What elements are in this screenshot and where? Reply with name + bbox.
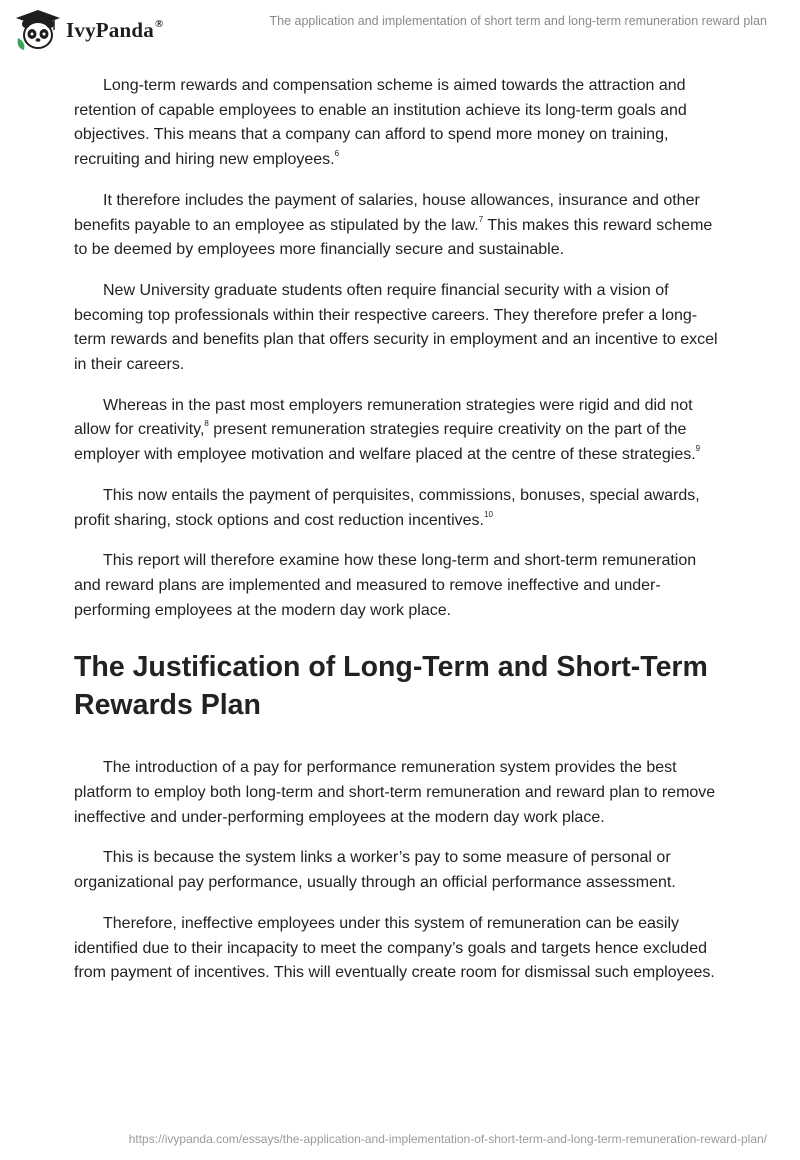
paragraph: This report will therefore examine how these long-term and short-term remuneration and reward plans are implemented and measured to remove ineffective and under-performing employees at the modern day work place. <box>74 552 697 619</box>
footnote-ref[interactable]: 6 <box>334 149 340 159</box>
paragraph: New University graduate students often require financial security with a vision of becoming top professionals within their respective careers. They therefore prefer a long-term rewards and benefits plan that offers security in employment and an incentive to excel in their careers. <box>74 281 718 374</box>
paragraph: It therefore includes the payment of salaries, house allowances, insurance and other benefits payable to an employee as stipulated by the law.$^7$ This makes this reward scheme to be deemed by employees more financially secure and sustainable. <box>74 191 713 259</box>
section-heading: The Justification of Long-Term and Short-Term Rewards Plan <box>74 651 708 722</box>
brand-name: IvyPanda® <box>66 17 164 42</box>
source-url[interactable]: https://ivypanda.com/essays/the-application-and-implementation-of-short-term-and-long-term-remuneration-reward-plan/ <box>128 1132 767 1146</box>
footnote-ref[interactable]: 9 <box>695 444 701 454</box>
paragraph: This now entails the payment of perquisites, commissions, bonuses, special awards, profit sharing, stock options and cost reduction incentives.$^{10}$ <box>74 486 700 529</box>
ivypanda-logo[interactable] <box>14 8 163 52</box>
document-title: The application and implementation of short term and long-term remuneration reward plan <box>269 14 767 28</box>
paragraph: Therefore, ineffective employees under this system of remuneration can be easily identified due to their incapacity to meet the company’s goals and targets hence excluded from payment of incentives. This will eventually create room for dismissal such employees. <box>74 914 715 982</box>
paragraph: Long-term rewards and compensation scheme is aimed towards the attraction and retention of capable employees to enable an institution achieve its long-term goals and objectives. This means that a company can afford to spend more money on training, recruiting and hiring new employees.$^6$ <box>74 77 687 169</box>
panda-graduate-icon <box>14 8 62 52</box>
paragraph: This is because the system links a worker’s pay to some measure of personal or organizational pay performance, usually through an official performance assessment. <box>74 849 676 892</box>
paragraph: The introduction of a pay for performance remuneration system provides the best platform to employ both long-term and short-term remuneration and reward plan to remove ineffective and under-performing employees at the modern day work place. <box>74 759 716 826</box>
footnote-ref[interactable]: 7 <box>478 214 484 224</box>
footnote-ref[interactable]: 10 <box>484 509 493 519</box>
page-header <box>0 0 800 60</box>
paragraph: Whereas in the past most employers remuneration strategies were rigid and did not allow for creativity,$^8$ present remuneration strategies require creativity on the part of the employer with employee motivation and welfare placed at the centre of these strategies.$^9$ <box>74 396 701 464</box>
footnote-ref[interactable]: 8 <box>204 419 209 429</box>
essay-body <box>74 74 724 1002</box>
